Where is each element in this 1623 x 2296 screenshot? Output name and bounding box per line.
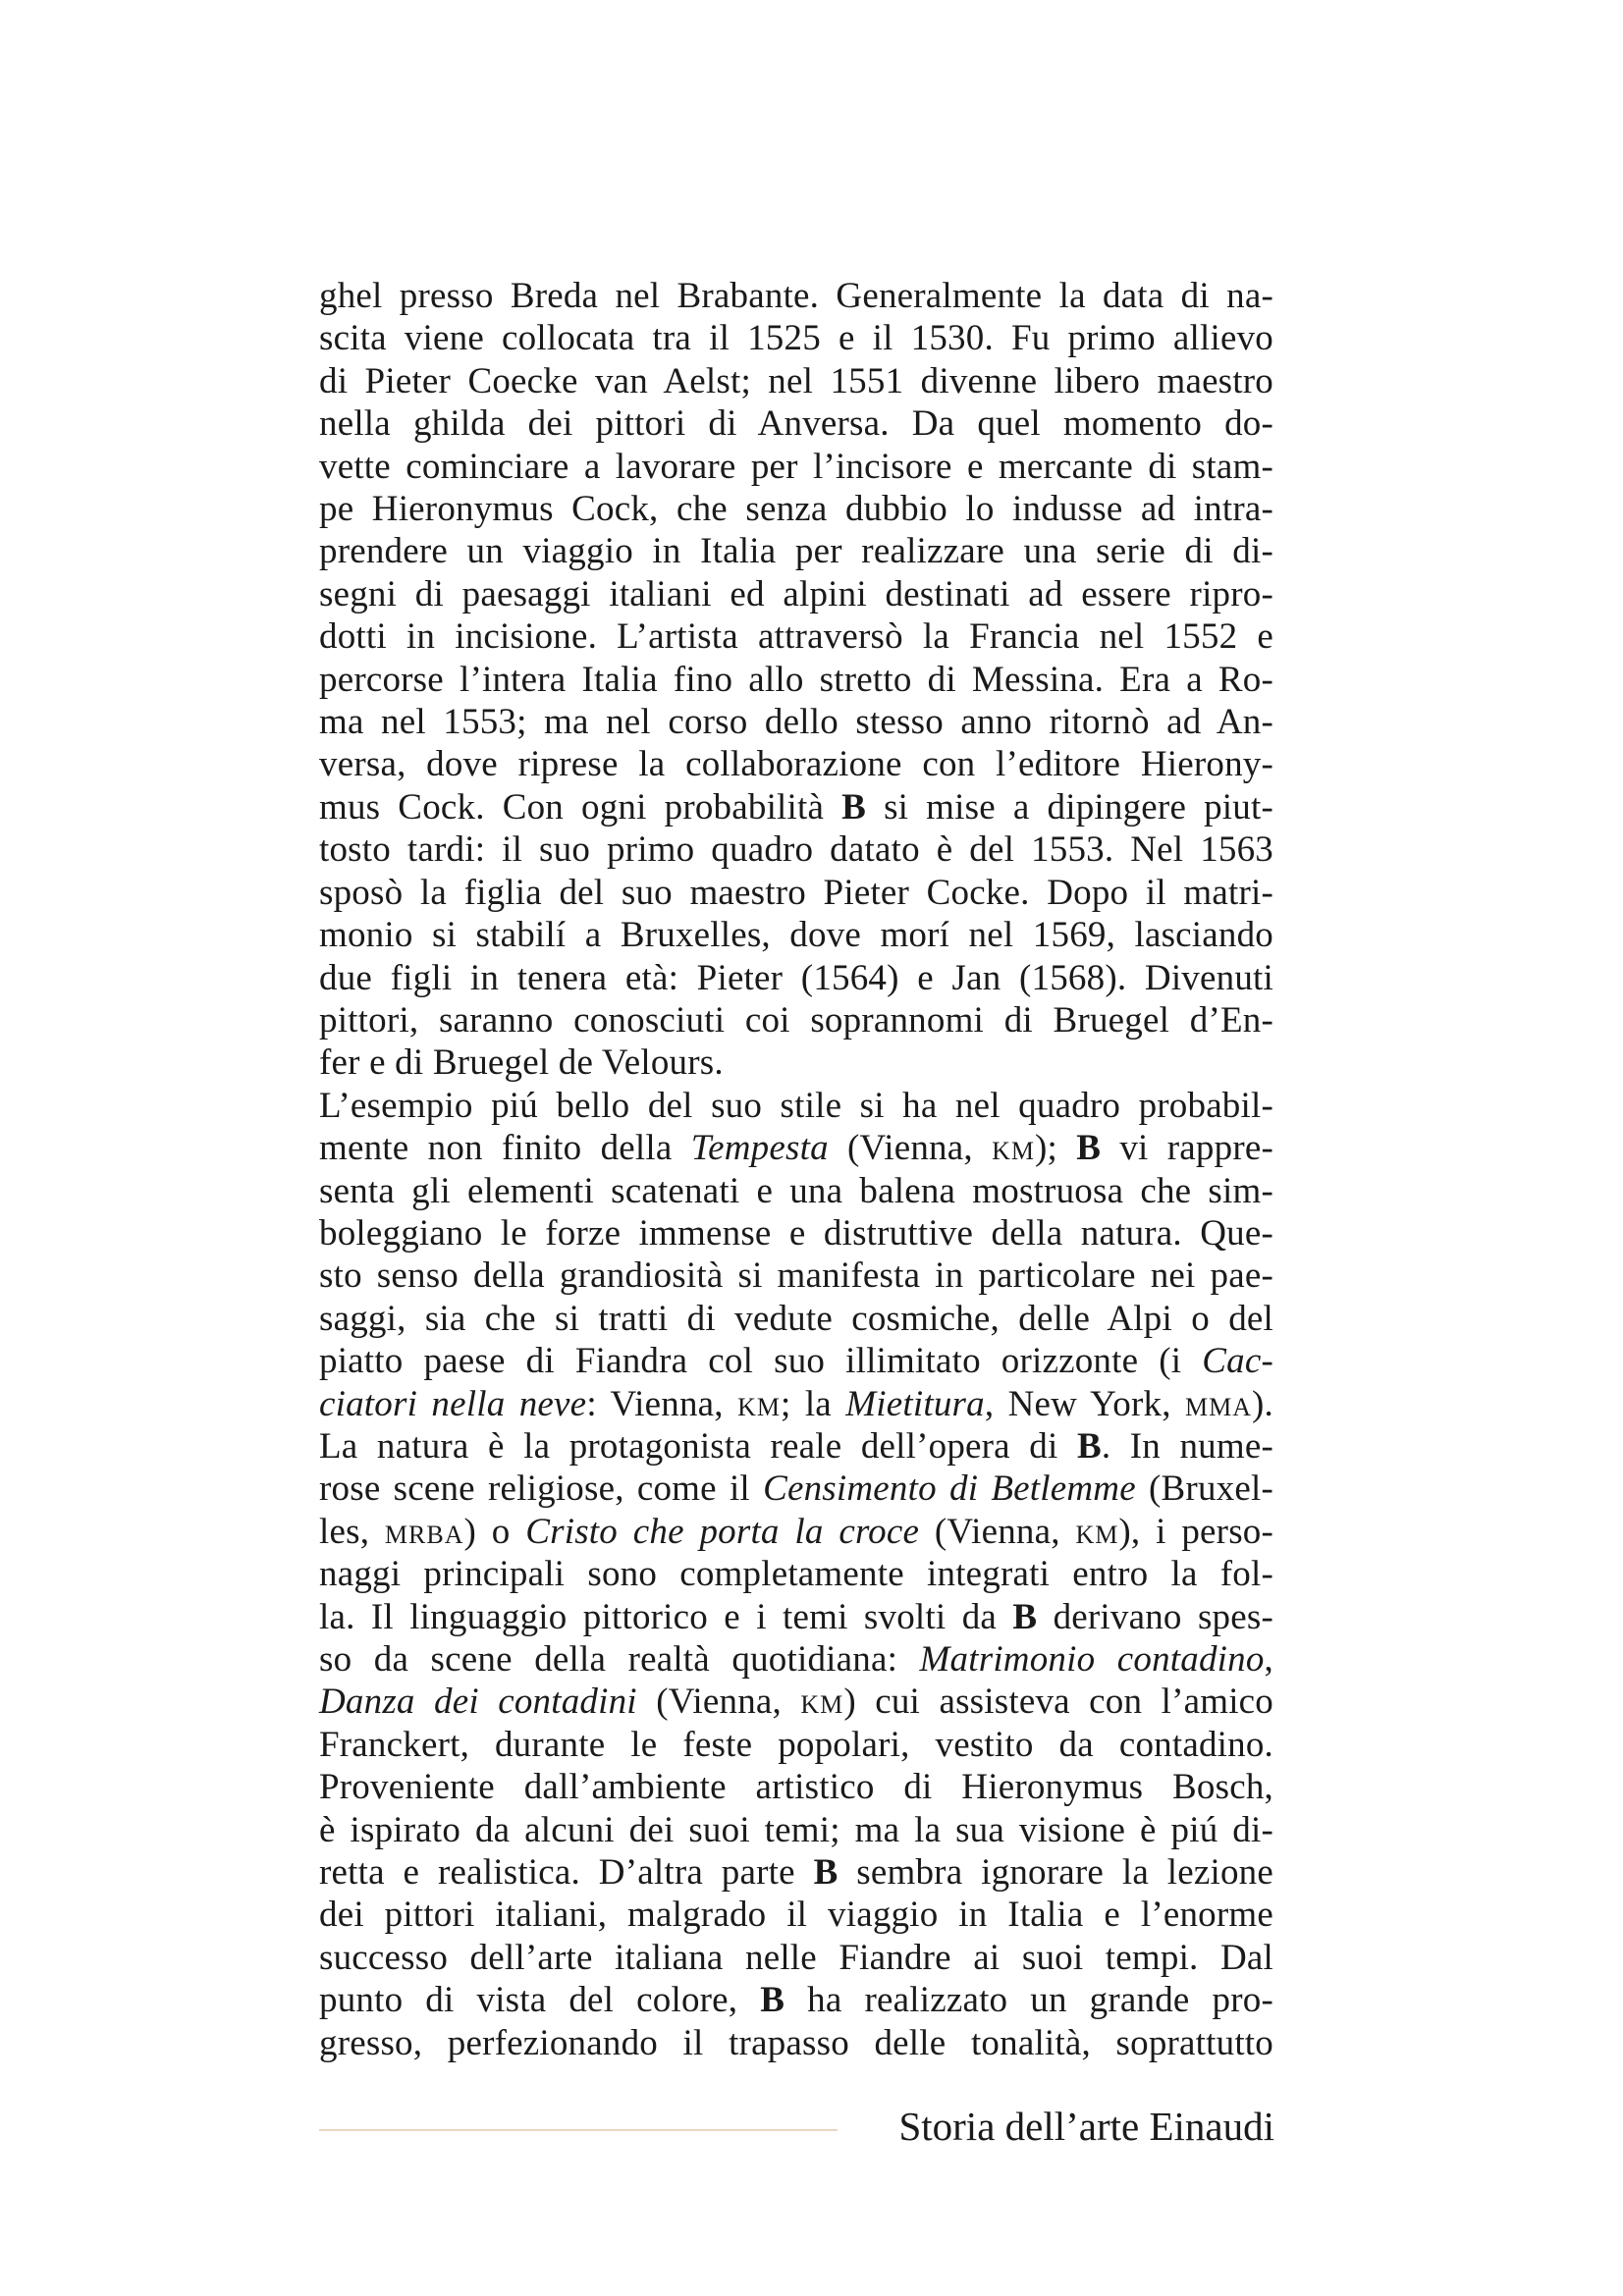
text-line: fer e di Bruegel de Velours. — [319, 1042, 724, 1084]
text-run: piatto paese di Fiandra col suo illimitato orizzonte (i — [319, 1341, 1203, 1382]
text-run: la. Il linguaggio pittorico e i temi svolti da — [319, 1596, 1013, 1637]
text-run: ). — [1252, 1383, 1274, 1424]
text-line — [319, 1340, 1273, 1382]
text-run: ; la — [781, 1383, 846, 1424]
text-line: successo dell’arte italiana nelle Fiandre ai suoi tempi. Dal — [319, 1937, 1273, 1978]
text-line — [319, 1468, 1273, 1510]
text-run: retta e realistica. D’altra parte — [319, 1852, 814, 1894]
museum-abbreviation: km — [1075, 1511, 1119, 1552]
artwork-title: Matrimonio contadino — [919, 1639, 1265, 1680]
text-line: gresso, perfezionando il trapasso delle tonalità, soprattutto — [319, 2022, 1273, 2063]
publication-title: Storia dell’arte Einaudi — [898, 2104, 1274, 2149]
artwork-title: Mietitura — [845, 1383, 985, 1424]
text-run: so da scene della realtà quotidiana: — [319, 1639, 920, 1680]
artist-initial: B — [1076, 1128, 1102, 1169]
paragraph-biography — [319, 275, 1273, 1085]
text-run: derivano spes- — [1037, 1596, 1273, 1637]
artwork-title: Tempesta — [690, 1128, 829, 1169]
text-run: mente non finito della — [319, 1128, 691, 1169]
text-run: si mise a dipingere piut- — [866, 786, 1273, 828]
text-line — [319, 1511, 1273, 1553]
artist-initial: B — [813, 1852, 839, 1894]
text-line: pe Hieronymus Cock, che senza dubbio lo indusse ad intra- — [319, 489, 1273, 530]
text-line: vette cominciare a lavorare per l’incisore e mercante di stam- — [319, 446, 1273, 487]
text-line: saggi, sia che si tratti di vedute cosmiche, delle Alpi o del — [319, 1298, 1273, 1339]
text-line — [319, 1127, 1273, 1169]
text-line: boleggiano le forze immense e distruttive della natura. Que- — [319, 1212, 1273, 1254]
text-run: ha realizzato un grande pro- — [784, 1980, 1273, 2021]
text-line — [319, 1979, 1273, 2021]
artwork-title: Cac- — [1202, 1341, 1273, 1382]
text-line: sposò la figlia del suo maestro Pieter Cocke. Dopo il matri- — [319, 872, 1273, 913]
text-line — [319, 1425, 1273, 1468]
text-line: tosto tardi: il suo primo quadro datato è del 1553. Nel 1563 — [319, 829, 1273, 871]
text-line: senta gli elementi scatenati e una balena mostruosa che sim- — [319, 1170, 1273, 1211]
text-run: La natura è la protagonista reale dell’opera di — [319, 1425, 1077, 1467]
artwork-title: Danza dei contadini — [319, 1682, 637, 1723]
text-run: sembra ignorare la lezione — [838, 1852, 1273, 1894]
text-line: ghel presso Breda nel Brabante. Generalmente la data di na- — [319, 276, 1273, 316]
paragraph-style — [319, 1085, 1273, 2064]
text-run: punto di vista del colore, — [319, 1980, 761, 2021]
text-run: . In nume- — [1101, 1425, 1273, 1467]
text-line: versa, dove riprese la collaborazione con l’editore Hierony- — [319, 744, 1273, 785]
text-run: , — [1264, 1639, 1273, 1680]
text-run: ); — [1034, 1128, 1077, 1169]
text-run: (Bruxel- — [1135, 1468, 1273, 1510]
museum-abbreviation: mma — [1185, 1383, 1253, 1424]
text-run: rose scene religiose, come il — [319, 1468, 764, 1510]
artwork-title: Cristo che porta la croce — [525, 1511, 920, 1552]
artist-initial: B — [1012, 1596, 1038, 1637]
text-run: les, — [319, 1511, 385, 1552]
museum-abbreviation: mrba — [384, 1511, 464, 1552]
text-run: (Vienna, — [828, 1128, 993, 1169]
text-line: è ispirato da alcuni dei suoi temi; ma la sua visione è piú di- — [319, 1809, 1273, 1850]
text-run: (Vienna, — [919, 1511, 1076, 1552]
text-line — [319, 1383, 1273, 1425]
museum-abbreviation: km — [992, 1128, 1035, 1169]
text-line: monio si stabilí a Bruxelles, dove morí nel 1569, lasciando — [319, 915, 1273, 956]
text-line: Proveniente dall’ambiente artistico di Hieronymus Bosch, — [319, 1767, 1273, 1808]
text-line: L’esempio piú bello del suo stile si ha nel quadro probabil- — [319, 1085, 1273, 1126]
artwork-title: Censimento di Betlemme — [763, 1468, 1136, 1510]
text-line: segni di paesaggi italiani ed alpini destinati ad essere ripro- — [319, 573, 1273, 614]
museum-abbreviation: km — [800, 1682, 844, 1723]
artist-initial: B — [1076, 1425, 1102, 1467]
text-line: prendere un viaggio in Italia per realizzare una serie di di- — [319, 531, 1273, 572]
text-run: ), i perso- — [1118, 1511, 1274, 1552]
text-line: sto senso della grandiosità si manifesta in particolare nei pae- — [319, 1255, 1273, 1297]
museum-abbreviation: km — [737, 1383, 781, 1424]
text-run: : Vienna, — [586, 1383, 738, 1424]
text-line: nella ghilda dei pittori di Anversa. Da quel momento do- — [319, 403, 1273, 445]
footer-divider — [319, 2129, 838, 2131]
text-line: dotti in incisione. L’artista attraversò la Francia nel 1552 e — [319, 616, 1273, 658]
text-line: naggi principali sono completamente integrati entro la fol- — [319, 1554, 1273, 1595]
text-line — [319, 1596, 1273, 1638]
artist-initial: B — [841, 786, 867, 828]
text-run: ) cui assisteva con l’amico — [843, 1682, 1273, 1723]
article-body — [319, 275, 1273, 2064]
text-line: pittori, saranno conosciuti coi soprannomi di Bruegel d’En- — [319, 999, 1273, 1041]
text-line: due figli in tenera età: Pieter (1564) e Jan (1568). Divenuti — [319, 957, 1273, 998]
text-line: ma nel 1553; ma nel corso dello stesso anno ritornò ad An- — [319, 702, 1273, 743]
text-run: ) o — [463, 1511, 526, 1552]
text-line: percorse l’intera Italia fino allo stretto di Messina. Era a Ro- — [319, 659, 1273, 700]
text-line: dei pittori italiani, malgrado il viaggio in Italia e l’enorme — [319, 1895, 1273, 1936]
text-run: , New York, — [984, 1383, 1186, 1424]
artist-initial: B — [760, 1980, 785, 2021]
text-line — [319, 1851, 1273, 1894]
text-run: mus Cock. Con ogni probabilità — [319, 786, 842, 828]
text-run: vi rappre- — [1101, 1128, 1273, 1169]
text-line: scita viene collocata tra il 1525 e il 1530. Fu primo allievo — [319, 318, 1273, 359]
text-line — [319, 786, 1273, 828]
text-line — [319, 1638, 1273, 1681]
text-line — [319, 1681, 1273, 1723]
artwork-title: ciatori nella neve — [319, 1383, 587, 1424]
text-line: di Pieter Coecke van Aelst; nel 1551 divenne libero maestro — [319, 360, 1273, 401]
text-line: Franckert, durante le feste popolari, vestito da contadino. — [319, 1724, 1273, 1765]
text-run: (Vienna, — [636, 1682, 801, 1723]
